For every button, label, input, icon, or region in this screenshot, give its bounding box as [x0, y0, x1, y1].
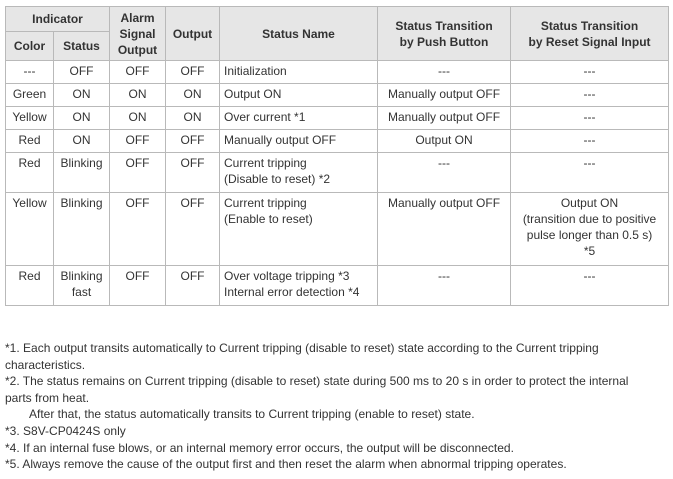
footnote-5: *5. Always remove the cause of the output first and then reset the alarm when abnormal tripping operates. — [5, 457, 567, 472]
table-row — [6, 107, 669, 130]
table-row — [6, 61, 669, 84]
header-transition-reset-signal: Status Transition by Reset Signal Input — [511, 7, 669, 61]
header-alarm-signal-output: Alarm Signal Output — [110, 7, 166, 61]
cell-status-name: Current tripping (Disable to reset) *2 — [220, 153, 378, 193]
footnote-2-continuation: After that, the status automatically transits to Current tripping (enable to reset) state. — [29, 407, 475, 422]
cell-color: --- — [6, 61, 54, 84]
footnote-4: *4. If an internal fuse blows, or an internal memory error occurs, the output will be disconnected. — [5, 440, 514, 455]
cell-status: Blinking — [54, 193, 110, 266]
cell-alarm-output: ON — [110, 84, 166, 107]
cell-output: OFF — [166, 153, 220, 193]
cell-status: ON — [54, 107, 110, 130]
header-status-name: Status Name — [220, 7, 378, 61]
cell-reset-transition: --- — [511, 107, 669, 130]
cell-reset-transition: --- — [511, 130, 669, 153]
cell-status: OFF — [54, 61, 110, 84]
cell-status-name: Manually output OFF — [220, 130, 378, 153]
cell-reset-transition: Output ON (transition due to positive pulse longer than 0.5 s) *5 — [511, 193, 669, 266]
header-color: Color — [6, 32, 54, 61]
cell-alarm-output: ON — [110, 107, 166, 130]
cell-status-name: Output ON — [220, 84, 378, 107]
cell-push-transition: Manually output OFF — [378, 84, 511, 107]
cell-color: Yellow — [6, 193, 54, 266]
cell-status: ON — [54, 84, 110, 107]
cell-output: OFF — [166, 61, 220, 84]
footnote-3: *3. S8V-CP0424S only — [5, 423, 126, 438]
cell-push-transition: Manually output OFF — [378, 193, 511, 266]
header-status: Status — [54, 32, 110, 61]
status-table — [5, 6, 669, 306]
cell-status-name: Initialization — [220, 61, 378, 84]
cell-status: ON — [54, 130, 110, 153]
cell-alarm-output: OFF — [110, 266, 166, 306]
cell-output: OFF — [166, 130, 220, 153]
cell-color: Yellow — [6, 107, 54, 130]
table-row — [6, 153, 669, 193]
cell-push-transition: Output ON — [378, 130, 511, 153]
cell-alarm-output: OFF — [110, 130, 166, 153]
header-row-1 — [6, 7, 669, 32]
cell-alarm-output: OFF — [110, 193, 166, 266]
cell-reset-transition: --- — [511, 266, 669, 306]
cell-reset-transition: --- — [511, 61, 669, 84]
header-output: Output — [166, 7, 220, 61]
cell-status-name: Over current *1 — [220, 107, 378, 130]
cell-color: Green — [6, 84, 54, 107]
cell-output: OFF — [166, 193, 220, 266]
cell-push-transition: Manually output OFF — [378, 107, 511, 130]
table-row — [6, 266, 669, 306]
cell-status-name: Current tripping (Enable to reset) — [220, 193, 378, 266]
header-transition-push-button: Status Transition by Push Button — [378, 7, 511, 61]
footnote-1: *1. Each output transits automatically to Current tripping (disable to reset) state according to the Current tripping characteristics. — [5, 341, 599, 372]
header-indicator: Indicator — [6, 7, 110, 32]
cell-color: Red — [6, 130, 54, 153]
cell-status: Blinking fast — [54, 266, 110, 306]
cell-output: OFF — [166, 266, 220, 306]
cell-alarm-output: OFF — [110, 61, 166, 84]
table-row — [6, 130, 669, 153]
cell-output: ON — [166, 107, 220, 130]
table-row — [6, 193, 669, 266]
cell-alarm-output: OFF — [110, 153, 166, 193]
footnotes — [5, 340, 635, 473]
cell-reset-transition: --- — [511, 153, 669, 193]
cell-color: Red — [6, 153, 54, 193]
cell-status-name: Over voltage tripping *3 Internal error detection *4 — [220, 266, 378, 306]
cell-push-transition: --- — [378, 61, 511, 84]
cell-push-transition: --- — [378, 153, 511, 193]
cell-reset-transition: --- — [511, 84, 669, 107]
cell-color: Red — [6, 266, 54, 306]
cell-output: ON — [166, 84, 220, 107]
footnote-2: *2. The status remains on Current tripping (disable to reset) state during 500 ms to 20 s in order to protect the internal parts from heat. — [5, 374, 629, 405]
cell-status: Blinking — [54, 153, 110, 193]
cell-push-transition: --- — [378, 266, 511, 306]
table-row — [6, 84, 669, 107]
